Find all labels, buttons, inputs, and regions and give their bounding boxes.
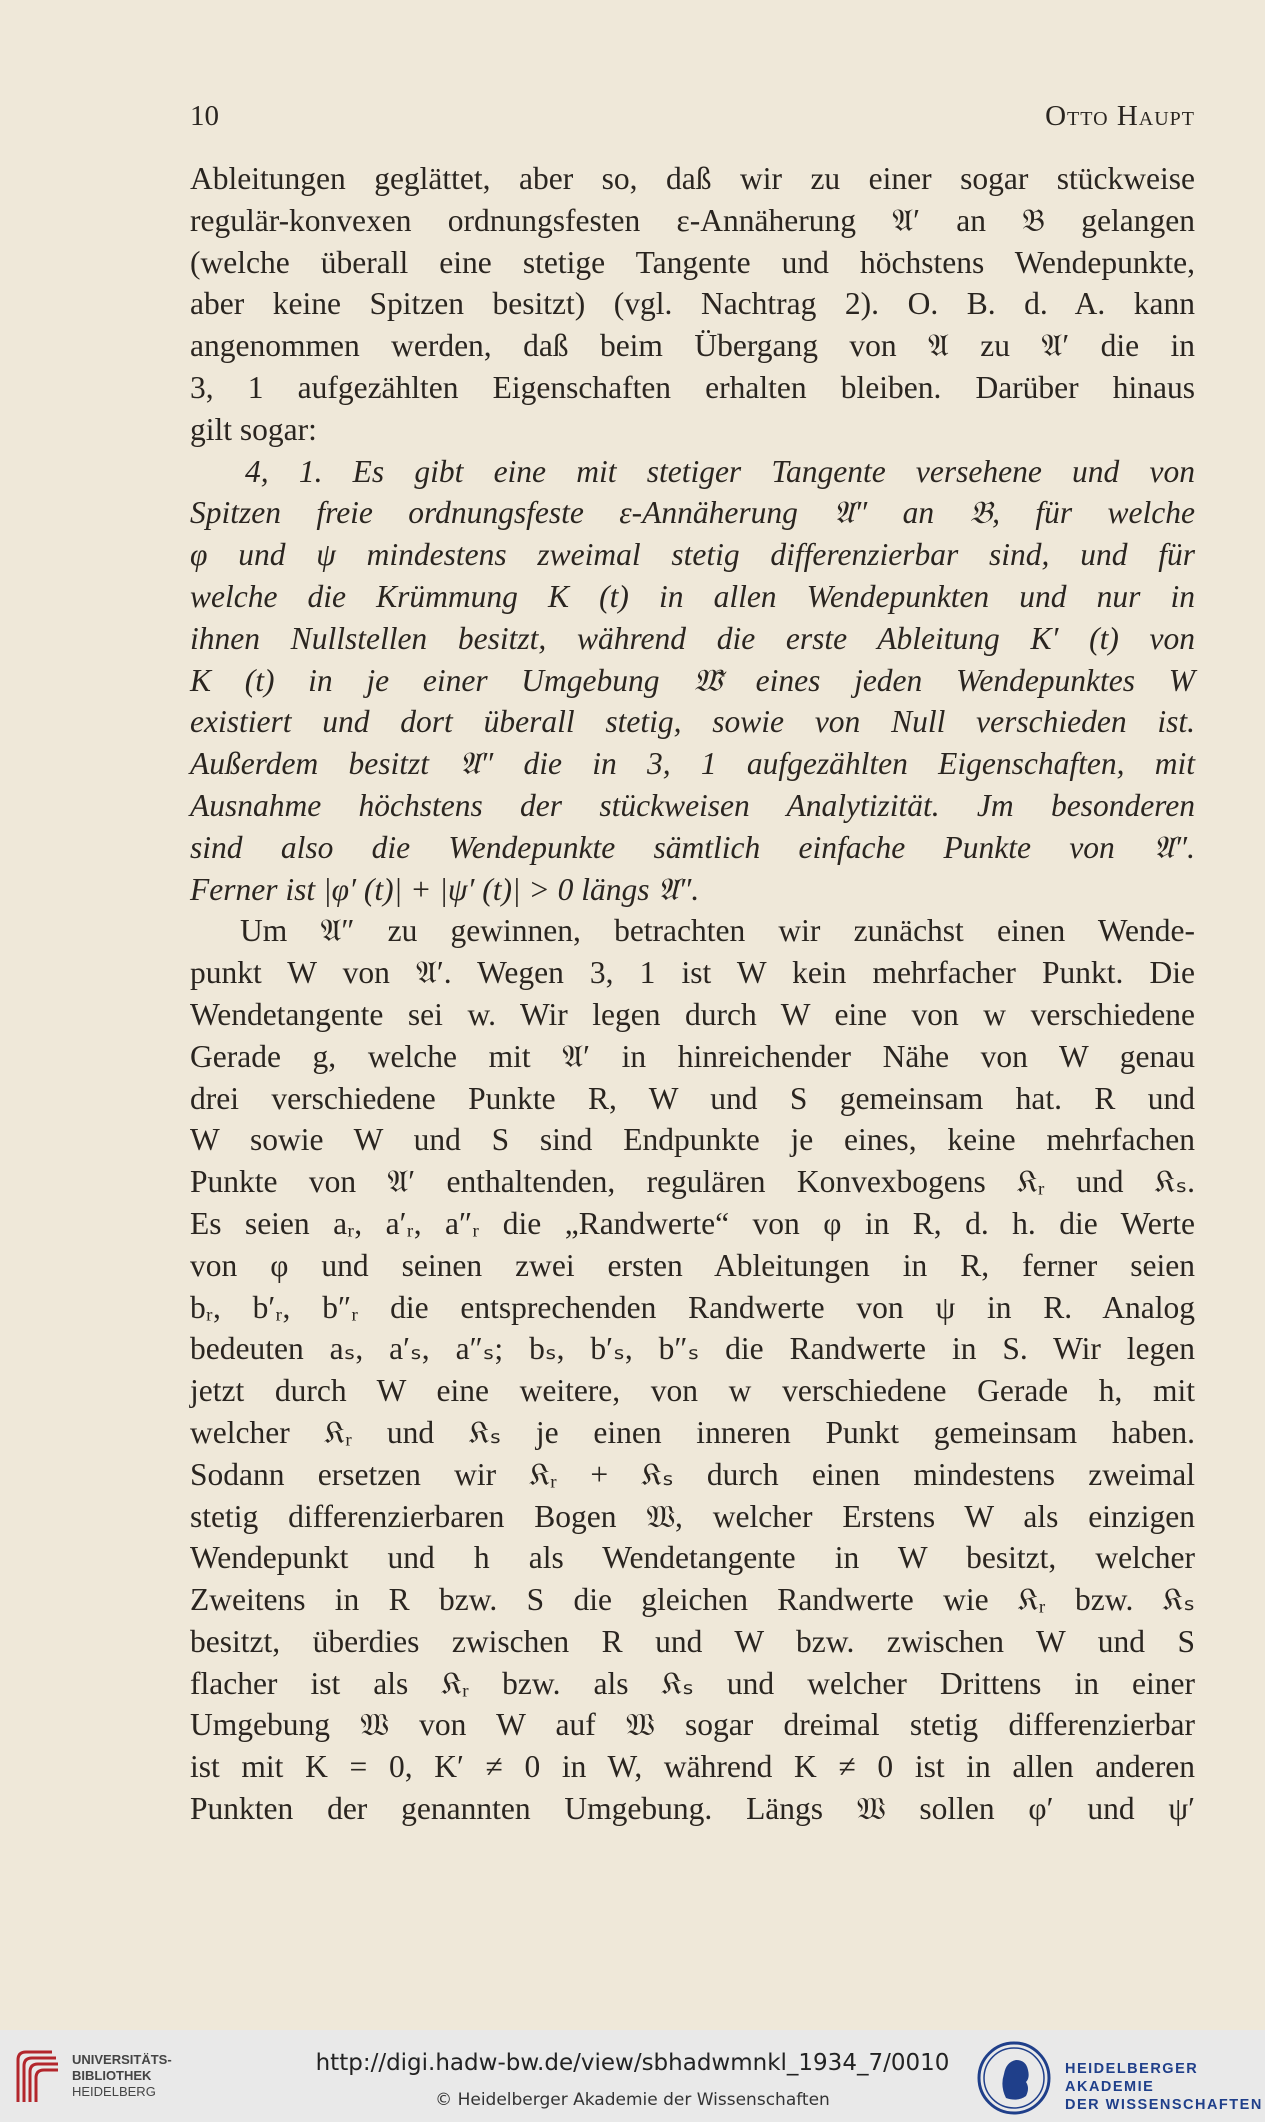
text-line: punkt W von 𝔄′. Wegen 3, 1 ist W kein mehrfacher Punkt. Die: [190, 955, 1195, 991]
text-line: ist mit K = 0, K′ ≠ 0 in W, während K ≠ 0 ist in allen anderen: [190, 1749, 1195, 1785]
text-line: bedeuten aₛ, a′ₛ, a″ₛ; bₛ, b′ₛ, b″ₛ die Randwerte in S. Wir legen: [190, 1331, 1195, 1367]
text-line: bᵣ, b′ᵣ, b″ᵣ die entsprechenden Randwerte von ψ in R. Analog: [190, 1289, 1195, 1325]
text-line: W sowie W und S sind Endpunkte je eines, keine mehrfachen: [190, 1122, 1195, 1158]
text-line: Gerade g, welche mit 𝔄′ in hinreichender Nähe von W genau: [190, 1038, 1195, 1074]
viewer-footer: [0, 2030, 1265, 2122]
theorem-line: sind also die Wendepunkte sämtlich einfache Punkte von 𝔄″.: [190, 829, 1195, 865]
text-line: 3, 1 aufgezählten Eigenschaften erhalten bleiben. Darüber hinaus: [190, 369, 1195, 405]
text-line: flacher ist als 𝔎ᵣ bzw. als 𝔎ₛ und welcher Drittens in einer: [190, 1665, 1195, 1701]
text-line: stetig differenzierbaren Bogen 𝔚, welcher Erstens W als einzigen: [190, 1498, 1195, 1534]
text-line: welcher 𝔎ᵣ und 𝔎ₛ je einen inneren Punkt gemeinsam haben.: [190, 1414, 1195, 1450]
academy-name: HEIDELBERGER AKADEMIE DER WISSENSCHAFTEN: [1065, 2061, 1263, 2113]
permalink-url[interactable]: http://digi.hadw-bw.de/view/sbhadwmnkl_1934_7/0010: [315, 2050, 950, 2076]
text-line: aber keine Spitzen besitzt) (vgl. Nachtrag 2). O. B. d. A. kann: [190, 286, 1195, 322]
running-header: [190, 100, 1195, 140]
theorem-line: φ und ψ mindestens zweimal stetig differenzierbar sind, und für: [190, 537, 1195, 573]
body-text: [190, 158, 1195, 1830]
text-line: Sodann ersetzen wir 𝔎ᵣ + 𝔎ₛ durch einen mindestens zweimal: [190, 1456, 1195, 1492]
text-line: jetzt durch W eine weitere, von w verschiedene Gerade h, mit: [190, 1373, 1195, 1409]
text-line: Es seien aᵣ, a′ᵣ, a″ᵣ die „Randwerte“ von φ in R, d. h. die Werte: [190, 1205, 1195, 1241]
text-line: (welche überall eine stetige Tangente und höchstens Wendepunkte,: [190, 244, 1195, 280]
text-line: besitzt, überdies zwischen R und W bzw. zwischen W und S: [190, 1623, 1195, 1659]
text-line: Umgebung 𝔚 von W auf 𝔚 sogar dreimal stetig differenzierbar: [190, 1707, 1195, 1743]
text-line: von φ und seinen zwei ersten Ableitungen in R, ferner seien: [190, 1247, 1195, 1283]
text-line: Ableitungen geglättet, aber so, daß wir zu einer sogar stückweise: [190, 161, 1195, 196]
text-line: angenommen werden, daß beim Übergang von 𝔄 zu 𝔄′ die in: [190, 328, 1195, 364]
text-line: Punkte von 𝔄′ enthaltenden, regulären Konvexbogens 𝔎ᵣ und 𝔎ₛ.: [190, 1164, 1195, 1200]
copyright-notice: © Heidelberger Akademie der Wissenschaften: [435, 2090, 830, 2110]
theorem-line: K (t) in je einer Umgebung 𝔚̃ eines jeden Wendepunktes W: [190, 662, 1195, 698]
theorem-line: 4, 1. Es gibt eine mit stetiger Tangente versehene und von: [245, 453, 1195, 489]
university-library-name: UNIVERSITÄTS- BIBLIOTHEK HEIDELBERG: [72, 2052, 172, 2099]
text-line: Punkten der genannten Umgebung. Längs 𝔚 sollen φ′ und ψ′: [190, 1791, 1195, 1827]
text-line: Um 𝔄″ zu gewinnen, betrachten wir zunächst einen Wende-: [240, 913, 1195, 949]
page-number: 10: [190, 100, 219, 132]
text-line: Zweitens in R bzw. S die gleichen Randwerte wie 𝔎ᵣ bzw. 𝔎ₛ: [190, 1582, 1195, 1618]
text-line: Wendepunkt und h als Wendetangente in W besitzt, welcher: [190, 1540, 1195, 1576]
theorem-line: Ferner ist |φ′ (t)| + |ψ′ (t)| > 0 längs 𝔄″.: [190, 871, 700, 907]
theorem-line: Außerdem besitzt 𝔄″ die in 3, 1 aufgezählten Eigenschaften, mit: [190, 746, 1195, 782]
text-line: regulär-konvexen ordnungsfesten ε-Annäherung 𝔄′ an 𝔅 gelangen: [190, 202, 1195, 238]
text-line: gilt sogar:: [190, 411, 317, 447]
running-head-author: Otto Haupt: [1045, 100, 1195, 132]
theorem-line: ihnen Nullstellen besitzt, während die erste Ableitung K′ (t) von: [190, 620, 1195, 656]
theorem-line: Spitzen freie ordnungsfeste ε-Annäherung 𝔄″ an 𝔅, für welche: [190, 495, 1195, 531]
theorem-line: Ausnahme höchstens der stückweisen Analytizität. Jm besonderen: [190, 787, 1195, 823]
academy-seal-icon: [976, 2040, 1052, 2116]
text-line: Wendetangente sei w. Wir legen durch W eine von w verschiedene: [190, 996, 1195, 1032]
text-line: drei verschiedene Punkte R, W und S gemeinsam hat. R und: [190, 1080, 1195, 1116]
theorem-line: welche die Krümmung K (t) in allen Wendepunkten und nur in: [190, 578, 1195, 614]
theorem-line: existiert und dort überall stetig, sowie von Null verschieden ist.: [190, 704, 1195, 740]
